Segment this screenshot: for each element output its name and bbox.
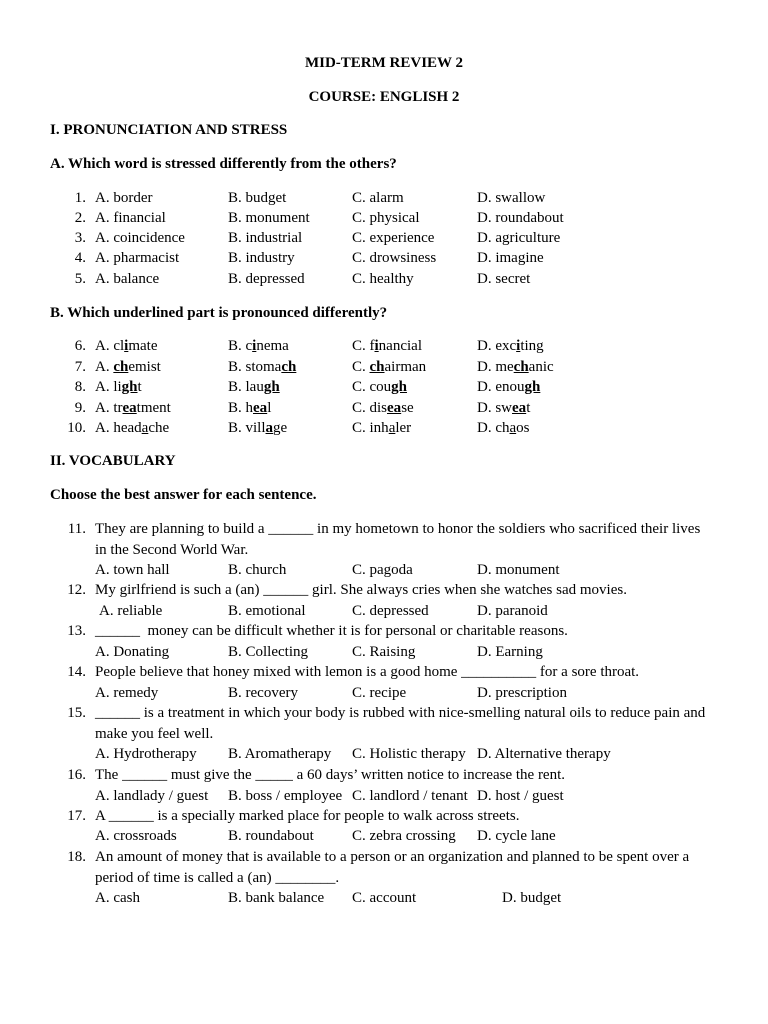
question-row bbox=[0, 228, 768, 248]
option-c: C. account bbox=[352, 890, 417, 906]
page-title: MID-TERM REVIEW 2 bbox=[304, 55, 464, 71]
question-row bbox=[0, 662, 768, 682]
option-d: D. cycle lane bbox=[477, 828, 556, 844]
question-text: ______ money can be difficult whether it is for personal or charitable reasons. bbox=[95, 623, 568, 639]
question-row bbox=[0, 806, 768, 826]
question-number: 15. bbox=[67, 705, 86, 721]
question-number: 6. bbox=[74, 338, 86, 354]
option-a: A. landlady / guest bbox=[95, 788, 209, 804]
question-row bbox=[0, 188, 768, 208]
question-row bbox=[0, 357, 768, 377]
option-b: B. industry bbox=[228, 250, 295, 266]
options-row bbox=[0, 786, 768, 806]
option-a: A. town hall bbox=[95, 562, 170, 578]
option-d: D. secret bbox=[477, 271, 531, 287]
option-c: C. zebra crossing bbox=[352, 828, 456, 844]
option-d: D. chaos bbox=[477, 420, 530, 436]
option-b: B. roundabout bbox=[228, 828, 314, 844]
option-b: B. industrial bbox=[228, 230, 303, 246]
question-text: The ______ must give the _____ a 60 days’ written notice to increase the rent. bbox=[95, 767, 566, 783]
options-row bbox=[0, 683, 768, 703]
option-c: C. disease bbox=[352, 400, 414, 416]
option-c: C. healthy bbox=[352, 271, 414, 287]
question-row bbox=[0, 336, 768, 356]
option-b: B. church bbox=[228, 562, 287, 578]
option-a: A. light bbox=[95, 379, 142, 395]
option-b: B. cinema bbox=[228, 338, 289, 354]
option-c: C. physical bbox=[352, 210, 420, 226]
question-number: 17. bbox=[67, 808, 86, 824]
question-number: 9. bbox=[74, 400, 86, 416]
option-b: B. stomach bbox=[228, 359, 297, 375]
part-a-heading: A. Which word is stressed differently from the others? bbox=[50, 156, 397, 172]
question-number: 16. bbox=[67, 767, 86, 783]
option-c: C. chairman bbox=[352, 359, 427, 375]
options-row bbox=[0, 744, 768, 764]
option-b: B. heal bbox=[228, 400, 272, 416]
option-a: A. remedy bbox=[95, 685, 159, 701]
option-c: C. drowsiness bbox=[352, 250, 437, 266]
question-number: 10. bbox=[67, 420, 86, 436]
option-a: A. Hydrotherapy bbox=[95, 746, 197, 762]
question-number: 14. bbox=[67, 664, 86, 680]
options-row bbox=[0, 642, 768, 662]
option-c: C. landlord / tenant bbox=[352, 788, 468, 804]
option-a: A. financial bbox=[95, 210, 166, 226]
option-d: D. swallow bbox=[477, 190, 546, 206]
option-d: D. exciting bbox=[477, 338, 544, 354]
option-a: A. Donating bbox=[95, 644, 170, 660]
question-number: 2. bbox=[74, 210, 86, 226]
option-d: D. sweat bbox=[477, 400, 531, 416]
question-number: 13. bbox=[67, 623, 86, 639]
question-number: 1. bbox=[74, 190, 86, 206]
question-text: An amount of money that is available to a person or an organization and planned to be spent over a period of time is called a (an) ________. bbox=[95, 849, 690, 886]
option-b: B. budget bbox=[228, 190, 287, 206]
option-b: B. bank balance bbox=[228, 890, 325, 906]
options-row bbox=[0, 826, 768, 846]
option-a: A. chemist bbox=[95, 359, 161, 375]
option-d: D. agriculture bbox=[477, 230, 561, 246]
question-number: 4. bbox=[74, 250, 86, 266]
question-number: 8. bbox=[74, 379, 86, 395]
option-a: A. crossroads bbox=[95, 828, 177, 844]
option-c: C. recipe bbox=[352, 685, 407, 701]
option-d: D. roundabout bbox=[477, 210, 564, 226]
question-number: 7. bbox=[74, 359, 86, 375]
option-c: C. Raising bbox=[352, 644, 416, 660]
question-text: ______ is a treatment in which your body is rubbed with nice-smelling natural oils to reduce pain and make you feel well. bbox=[95, 705, 706, 742]
part-b-heading: B. Which underlined part is pronounced differently? bbox=[50, 305, 388, 321]
option-a: A. treatment bbox=[95, 400, 171, 416]
question-row bbox=[0, 580, 768, 600]
question-text: People believe that honey mixed with lemon is a good home __________ for a sore throat. bbox=[95, 664, 640, 680]
section-2-heading: II. VOCABULARY bbox=[50, 453, 176, 469]
option-d: D. enough bbox=[477, 379, 541, 395]
option-c: C. cough bbox=[352, 379, 408, 395]
option-b: B. laugh bbox=[228, 379, 280, 395]
question-row bbox=[0, 765, 768, 785]
options-row bbox=[0, 888, 768, 908]
option-b: B. emotional bbox=[228, 603, 306, 619]
question-row bbox=[0, 248, 768, 268]
option-c: C. alarm bbox=[352, 190, 404, 206]
course-title: COURSE: ENGLISH 2 bbox=[308, 89, 460, 105]
option-a: A. pharmacist bbox=[95, 250, 180, 266]
options-row bbox=[0, 601, 768, 621]
option-d: D. Earning bbox=[477, 644, 543, 660]
option-c: C. financial bbox=[352, 338, 422, 354]
option-a: A. balance bbox=[95, 271, 160, 287]
option-d: D. prescription bbox=[477, 685, 567, 701]
option-c: C. Holistic therapy bbox=[352, 746, 466, 762]
option-c: C. depressed bbox=[352, 603, 429, 619]
option-a: A. climate bbox=[95, 338, 158, 354]
option-d: D. budget bbox=[502, 890, 562, 906]
option-a: A. border bbox=[95, 190, 153, 206]
section-1-heading: I. PRONUNCIATION AND STRESS bbox=[50, 122, 288, 138]
question-row bbox=[0, 269, 768, 289]
option-b: B. Collecting bbox=[228, 644, 308, 660]
instruction: Choose the best answer for each sentence. bbox=[50, 487, 317, 503]
question-number: 5. bbox=[74, 271, 86, 287]
question-number: 11. bbox=[67, 521, 86, 537]
question-text: A ______ is a specially marked place for people to walk across streets. bbox=[95, 808, 520, 824]
option-c: C. experience bbox=[352, 230, 435, 246]
option-a: A. headache bbox=[95, 420, 170, 436]
question-number: 3. bbox=[74, 230, 86, 246]
option-a: A. cash bbox=[95, 890, 140, 906]
option-d: D. host / guest bbox=[477, 788, 564, 804]
question-row bbox=[0, 208, 768, 228]
question-row bbox=[0, 377, 768, 397]
option-c: C. pagoda bbox=[352, 562, 413, 578]
option-a: A. reliable bbox=[99, 603, 163, 619]
option-b: B. recovery bbox=[228, 685, 298, 701]
option-b: B. Aromatherapy bbox=[228, 746, 332, 762]
option-a: A. coincidence bbox=[95, 230, 185, 246]
question-text: They are planning to build a ______ in my hometown to honor the soldiers who sacrificed their lives in the Second World War. bbox=[95, 521, 701, 558]
option-b: B. boss / employee bbox=[228, 788, 343, 804]
question-text: My girlfriend is such a (an) ______ girl. She always cries when she watches sad movies. bbox=[95, 582, 627, 598]
option-d: D. Alternative therapy bbox=[477, 746, 611, 762]
option-b: B. monument bbox=[228, 210, 310, 226]
options-row bbox=[0, 560, 768, 580]
option-d: D. mechanic bbox=[477, 359, 554, 375]
question-row bbox=[0, 418, 768, 438]
question-row bbox=[0, 621, 768, 641]
option-d: D. monument bbox=[477, 562, 560, 578]
option-b: B. depressed bbox=[228, 271, 305, 287]
question-row bbox=[0, 398, 768, 418]
option-c: C. inhaler bbox=[352, 420, 412, 436]
option-d: D. paranoid bbox=[477, 603, 548, 619]
question-number: 12. bbox=[67, 582, 86, 598]
question-number: 18. bbox=[67, 849, 86, 865]
option-b: B. village bbox=[228, 420, 288, 436]
option-d: D. imagine bbox=[477, 250, 544, 266]
